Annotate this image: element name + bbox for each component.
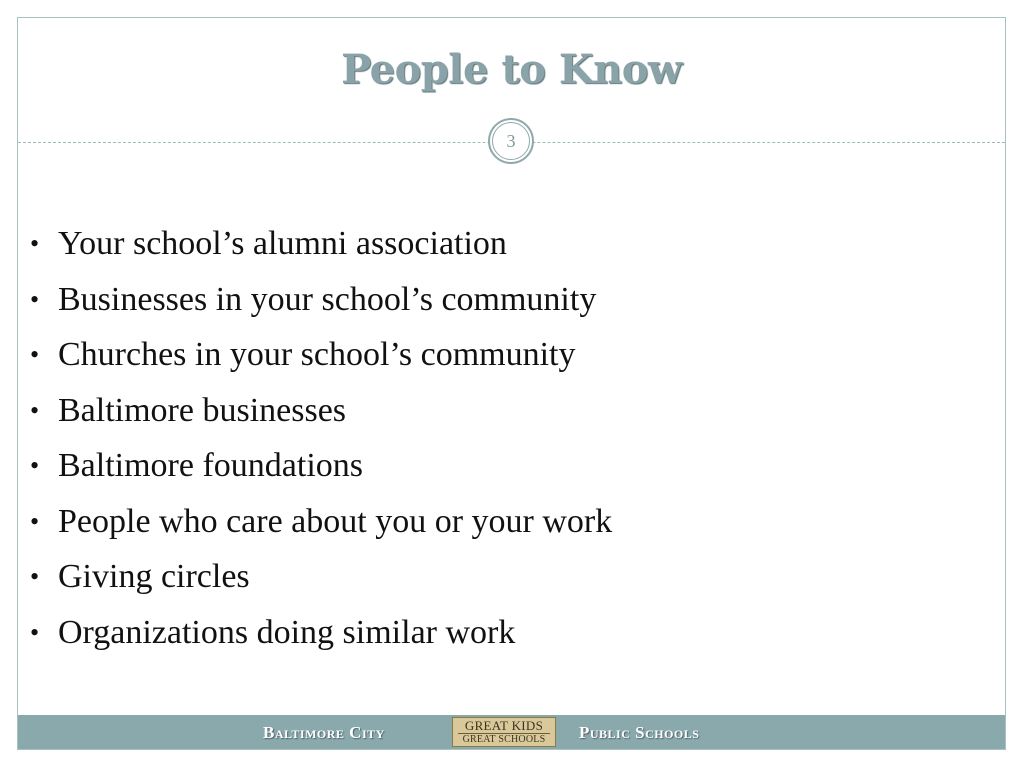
bullet-item [30, 438, 612, 494]
bullet-item [30, 216, 612, 272]
bullet-text: Organizations doing similar work [58, 613, 516, 651]
bullet-icon: • [30, 340, 40, 369]
bullet-icon: • [30, 229, 40, 258]
bullet-text: Baltimore foundations [58, 447, 364, 484]
bullet-list [30, 216, 612, 660]
footer-band [18, 715, 1005, 749]
slide-title: People to Know [341, 46, 682, 93]
bullet-item [30, 605, 612, 661]
bullet-text: Churches in your school’s community [58, 336, 576, 373]
logo-line-1: GREAT KIDS [464, 718, 544, 733]
footer-right-text: Public Schools [579, 723, 700, 742]
bullet-icon: • [30, 284, 40, 314]
bullet-icon: • [30, 451, 40, 480]
bullet-text: People who care about you or your work [58, 502, 613, 540]
bullet-text: Businesses in your school’s community [58, 280, 597, 318]
bullet-item [30, 327, 612, 383]
bullet-icon: • [30, 395, 40, 425]
bullet-item [30, 272, 612, 328]
bullet-icon: • [30, 506, 40, 536]
bullet-item [30, 549, 612, 605]
footer-left-text: Baltimore City [263, 723, 385, 742]
bullet-icon: • [30, 617, 40, 647]
page-number: 3 [492, 122, 530, 160]
bullet-item [30, 383, 612, 439]
slide [17, 17, 1006, 750]
bullet-icon: • [30, 562, 40, 591]
bullet-text: Your school’s alumni association [58, 225, 507, 262]
logo-line-2: GREAT SCHOOLS [462, 734, 546, 745]
bullet-text: Giving circles [58, 558, 250, 595]
bullet-item [30, 494, 612, 550]
bullet-text: Baltimore businesses [58, 391, 347, 429]
great-kids-logo [452, 717, 556, 747]
page-number-badge [488, 118, 534, 164]
